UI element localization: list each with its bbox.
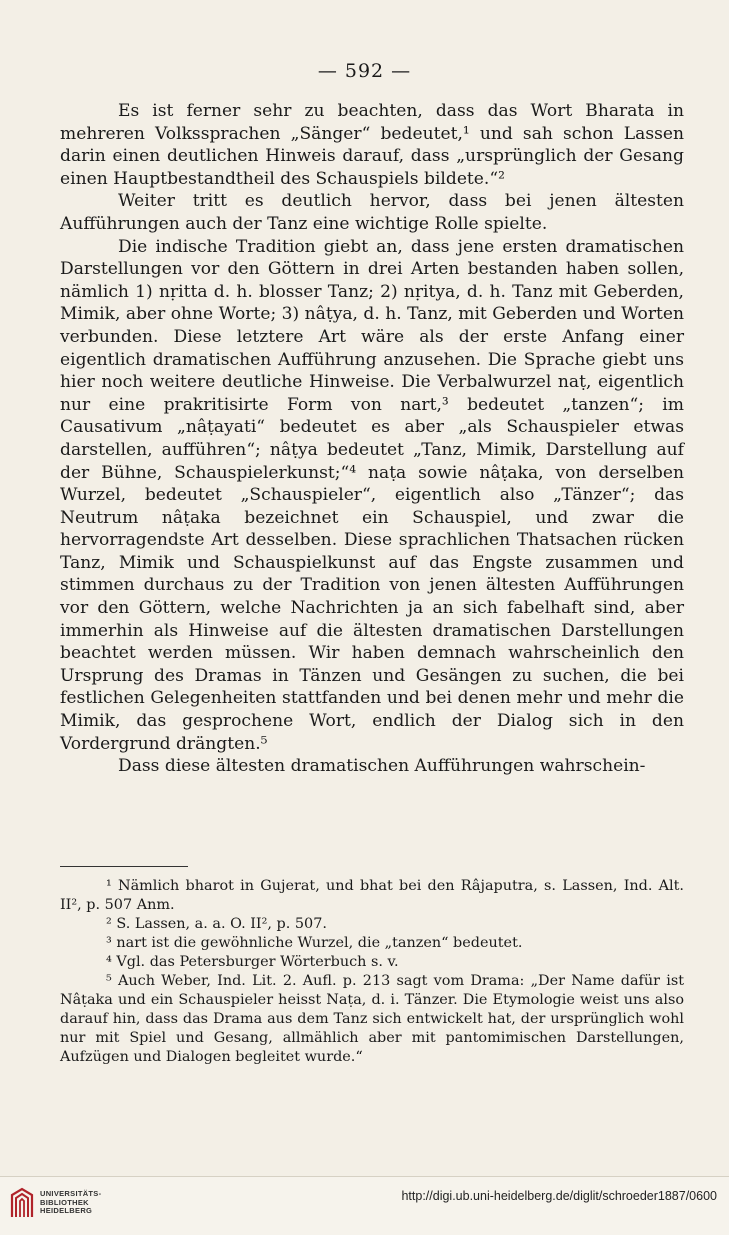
paragraph-4: Dass diese ältesten dramatischen Aufführungen wahrschein- — [118, 756, 646, 777]
library-name-line-1: UNIVERSITÄTS- — [40, 1189, 102, 1198]
source-url-link[interactable]: http://digi.ub.uni-heidelberg.de/diglit/schroeder1887/0600 — [401, 1189, 717, 1203]
footnotes — [60, 877, 684, 1067]
footnote-4: ⁴ Vgl. das Petersburger Wörterbuch s. v. — [106, 954, 399, 970]
paragraph-3: Die indische Tradition giebt an, dass jene ersten dramatischen Darstellungen vor den Göttern in drei Arten bestanden haben sollen, nämlich 1) nṛitta d. h. blosser Tanz; 2) nṛitya, d. h. Tanz mit Geberden, Mimik, aber ohne Worte; 3) nâṭya, d. h. Tanz, mit Geberden und Worten verbunden. Diese letztere Art wäre als der erste Anfang einer eigentlich dramatischen Aufführung anzusehen. Die Sprache giebt uns hier noch weitere deutliche Hinweise. Die Verbalwurzel naṭ, eigentlich nur eine prakritisirte Form von nart,³ bedeutet „tanzen“; im Causativum „nâṭayati“ bedeutet es aber „als Schauspieler etwas darstellen, aufführen“; nâṭya bedeutet „Tanz, Mimik, Darstellung auf der Bühne, Schauspielerkunst;“⁴ naṭa sowie nâṭaka, von derselben Wurzel, bedeutet „Schauspieler“, eigentlich also „Tänzer“; das Neutrum nâṭaka bezeichnet ein Schauspiel, und zwar die hervorragendste Art desselben. Diese sprachlichen Thatsachen rücken Tanz, Mimik und Schauspielkunst auf das Engste zusammen und stimmen durchaus zu der Tradition von jenen ältesten Aufführungen vor den Göttern, welche Nachrichten ja an sich fabelhaft sind, aber immerhin als Hinweise auf die ältesten dramatischen Darstellungen beachtet werden müssen. Wir haben demnach wahrscheinlich den Ursprung des Dramas in Tänzen und Gesängen zu suchen, die bei festlichen Gelegenheiten stattfanden und bei denen mehr und mehr die Mimik, das gesprochene Wort, endlich der Dialog sich in den Vordergrund drängten.⁵ — [60, 236, 684, 754]
footnote-divider — [60, 866, 188, 867]
footnote-5: ⁵ Auch Weber, Ind. Lit. 2. Aufl. p. 213 sagt vom Drama: „Der Name dafür ist Nâṭaka und ein Schauspieler heisst Naṭa, d. i. Tänzer. Die Etymologie weist uns also darauf hin, dass das Drama aus dem Tanz sich entwickelt hat, der ursprünglich wohl nur mit Spiel und Gesang, allmählich aber mit pantomimischen Darstellungen, Aufzügen und Dialogen begleitet wurde.“ — [60, 973, 684, 1065]
footer-bar — [0, 1176, 729, 1235]
footnote-1: ¹ Nämlich bharot in Gujerat, und bhat bei den Râjaputra, s. Lassen, Ind. Alt. II², p. 507 Anm. — [60, 878, 684, 913]
paragraph-1: Es ist ferner sehr zu beachten, dass das Wort Bharata in mehreren Volkssprachen „Sänger“ bedeutet,¹ und sah schon Lassen darin einen deutlichen Hinweis darauf, dass „ursprünglich der Gesang einen Hauptbestandtheil des Schauspiels bildete.“² — [60, 101, 684, 189]
paragraph-2: Weiter tritt es deutlich hervor, dass bei jenen ältesten Aufführungen auch der Tanz eine wichtige Rolle spielte. — [60, 191, 684, 234]
footnote-2: ² S. Lassen, a. a. O. II², p. 507. — [106, 916, 327, 932]
library-name-line-2: BIBLIOTHEK — [40, 1197, 89, 1207]
footnote-3: ³ nart ist die gewöhnliche Wurzel, die „tanzen“ bedeutet. — [106, 935, 523, 951]
library-name[interactable] — [40, 1190, 101, 1216]
heidelberg-library-logo-icon[interactable] — [10, 1187, 34, 1221]
page-number: — 592 — — [317, 60, 412, 82]
library-name-line-3: HEIDELBERG — [40, 1206, 93, 1216]
main-text — [60, 100, 684, 778]
